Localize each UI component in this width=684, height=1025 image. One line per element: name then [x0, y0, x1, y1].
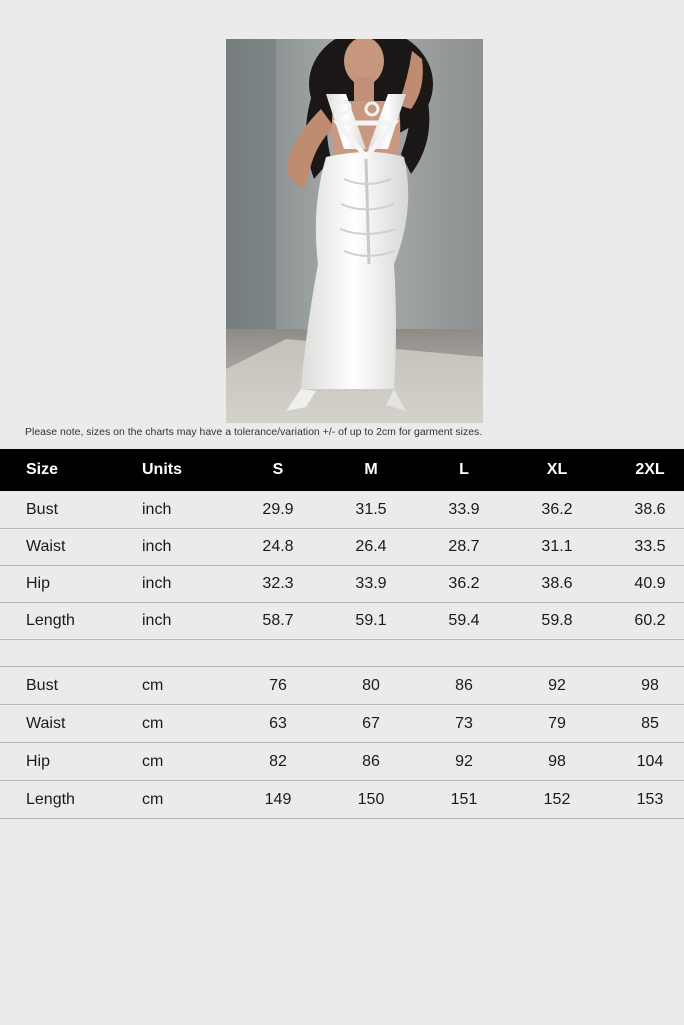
row-label: Hip	[26, 753, 51, 770]
row-unit: cm	[142, 791, 164, 808]
tolerance-note: Please note, sizes on the charts may have a tolerance/variation +/- of up to 2cm for garment sizes.	[25, 426, 483, 438]
cell-value: 33.9	[448, 500, 480, 518]
cell-value: 76	[269, 677, 287, 694]
table-row	[0, 705, 684, 743]
cell-value: 36.2	[541, 500, 573, 518]
cell-value: 29.9	[262, 500, 294, 518]
header-units: Units	[142, 461, 182, 478]
row-label: Bust	[26, 500, 59, 518]
cell-value: 33.5	[634, 537, 666, 555]
cell-value: 149	[264, 791, 292, 808]
row-label: Length	[26, 611, 75, 629]
cell-value: 153	[636, 791, 664, 808]
table-row	[0, 781, 684, 819]
cell-value: 59.1	[355, 611, 387, 629]
cell-value: 82	[269, 753, 287, 770]
row-unit: inch	[142, 537, 172, 555]
cell-value: 60.2	[634, 611, 666, 629]
cell-value: 26.4	[355, 537, 387, 555]
row-label: Waist	[26, 715, 66, 732]
cell-value: 63	[269, 715, 287, 732]
cell-value: 36.2	[448, 574, 480, 592]
row-label: Hip	[26, 574, 51, 592]
cell-value: 32.3	[262, 574, 294, 592]
table-row	[0, 528, 684, 565]
cell-value: 40.9	[634, 574, 666, 592]
product-photo	[226, 39, 483, 423]
cell-value: 31.1	[541, 537, 573, 555]
cell-value: 79	[548, 715, 566, 732]
table-row	[0, 743, 684, 781]
header-xl: XL	[546, 461, 568, 478]
cell-value: 98	[548, 753, 566, 770]
row-unit: inch	[142, 500, 172, 518]
table-row	[0, 602, 684, 639]
cell-value: 33.9	[355, 574, 387, 592]
cell-value: 86	[455, 677, 473, 694]
table-row	[0, 565, 684, 602]
row-unit: cm	[142, 753, 164, 770]
header-s: S	[272, 461, 284, 478]
cell-value: 59.8	[541, 611, 573, 629]
header-size: Size	[26, 461, 59, 478]
cell-value: 80	[362, 677, 380, 694]
cell-value: 104	[636, 753, 664, 770]
cell-value: 31.5	[355, 500, 387, 518]
cell-value: 150	[357, 791, 385, 808]
cell-value: 59.4	[448, 611, 480, 629]
table-row	[0, 667, 684, 705]
row-unit: cm	[142, 715, 164, 732]
cell-value: 92	[548, 677, 566, 694]
cell-value: 98	[641, 677, 659, 694]
cell-value: 38.6	[634, 500, 666, 518]
cell-value: 85	[641, 715, 659, 732]
table-header-row	[0, 449, 684, 491]
cell-value: 86	[362, 753, 380, 770]
row-unit: inch	[142, 574, 172, 592]
cell-value: 73	[455, 715, 473, 732]
cell-value: 67	[362, 715, 380, 732]
header-2xl: 2XL	[635, 461, 665, 478]
cell-value: 151	[450, 791, 478, 808]
header-m: M	[364, 461, 378, 478]
header-l: L	[459, 461, 469, 478]
row-label: Length	[26, 791, 75, 808]
cell-value: 58.7	[262, 611, 294, 629]
row-divider	[0, 639, 684, 640]
cell-value: 24.8	[262, 537, 294, 555]
cell-value: 28.7	[448, 537, 480, 555]
row-label: Bust	[26, 677, 59, 694]
cell-value: 38.6	[541, 574, 573, 592]
row-unit: cm	[142, 677, 164, 694]
cell-value: 152	[543, 791, 571, 808]
row-label: Waist	[26, 537, 66, 555]
row-divider	[0, 818, 684, 819]
row-unit: inch	[142, 611, 172, 629]
table-row	[0, 491, 684, 528]
cell-value: 92	[455, 753, 473, 770]
